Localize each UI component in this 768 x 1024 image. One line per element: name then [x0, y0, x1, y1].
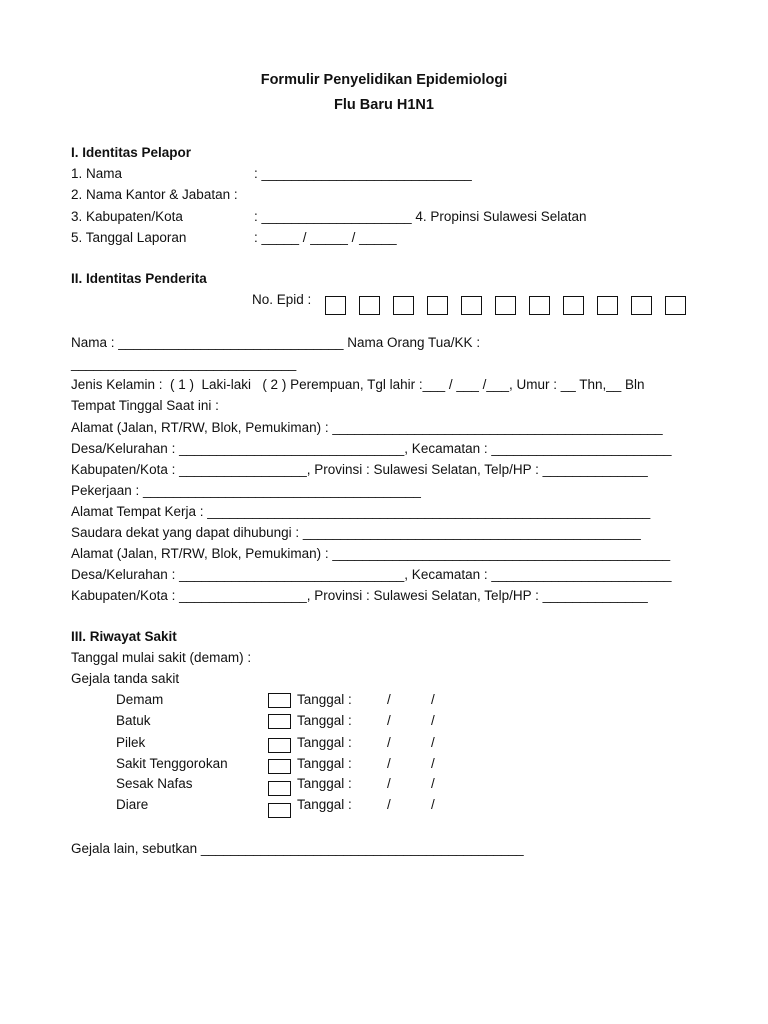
date-separator: / [387, 797, 391, 812]
symptom-date-label: Tanggal : [297, 776, 352, 791]
date-separator: / [431, 735, 435, 750]
form-title: Formulir Penyelidikan Epidemiologi [260, 72, 508, 88]
nama-penderita-line[interactable]: Nama : ______________________________ Nama Orang Tua/KK : [71, 335, 481, 350]
section-2-heading: II. Identitas Penderita [71, 271, 207, 286]
alamat-saudara-field[interactable]: Alamat (Jalan, RT/RW, Blok, Pemukiman) : _____________________________________________ [71, 546, 671, 561]
symptom-checkbox[interactable] [268, 714, 291, 729]
epid-digit-box[interactable] [393, 296, 414, 315]
desa-field[interactable]: Desa/Kelurahan : ______________________________, Kecamatan : ________________________ [71, 441, 672, 456]
kabupaten-field[interactable]: : ____________________ 4. Propinsi Sulawesi Selatan [254, 209, 587, 224]
symptom-date-label: Tanggal : [297, 692, 352, 707]
form-subtitle: Flu Baru H1N1 [334, 97, 434, 113]
gejala-heading: Gejala tanda sakit [71, 671, 180, 686]
epid-digit-box[interactable] [529, 296, 550, 315]
symptom-name: Diare [116, 797, 149, 812]
kabupaten-penderita-field[interactable]: Kabupaten/Kota : _________________, Provinsi : Sulawesi Selatan, Telp/HP : ______________ [71, 462, 648, 477]
symptom-date-label: Tanggal : [297, 756, 352, 771]
nama-label: 1. Nama [71, 166, 123, 181]
epid-digit-box[interactable] [563, 296, 584, 315]
symptom-name: Sakit Tenggorokan [116, 756, 228, 771]
alamat-field[interactable]: Alamat (Jalan, RT/RW, Blok, Pemukiman) : ____________________________________________ [71, 420, 663, 435]
epid-digit-box[interactable] [597, 296, 618, 315]
mulai-sakit-label: Tanggal mulai sakit (demam) : [71, 650, 252, 665]
gejala-lain-field[interactable]: Gejala lain, sebutkan ___________________________________________ [71, 841, 524, 856]
symptom-checkbox[interactable] [268, 759, 291, 774]
desa-saudara-field[interactable]: Desa/Kelurahan : ______________________________, Kecamatan : ________________________ [71, 567, 672, 582]
epid-digit-box[interactable] [325, 296, 346, 315]
tempat-tinggal-label: Tempat Tinggal Saat ini : [71, 398, 219, 413]
date-separator: / [387, 713, 391, 728]
date-separator: / [431, 776, 435, 791]
symptom-name: Batuk [116, 713, 151, 728]
symptom-date-label: Tanggal : [297, 735, 352, 750]
alamat-kerja-field[interactable]: Alamat Tempat Kerja : ___________________________________________________________ [71, 504, 651, 519]
jenis-kelamin-line[interactable]: Jenis Kelamin : ( 1 ) Laki-laki ( 2 ) Perempuan, Tgl lahir :___ / ___ /___, Umur : __ Thn,__ Bln [71, 377, 645, 392]
date-separator: / [431, 797, 435, 812]
symptom-date-label: Tanggal : [297, 797, 352, 812]
nama-ortu-field[interactable]: ______________________________ [71, 356, 297, 371]
date-separator: / [387, 756, 391, 771]
kabupaten-saudara-field[interactable]: Kabupaten/Kota : _________________, Provinsi : Sulawesi Selatan, Telp/HP : ______________ [71, 588, 648, 603]
symptom-checkbox[interactable] [268, 781, 291, 796]
date-separator: / [387, 735, 391, 750]
epid-digit-box[interactable] [359, 296, 380, 315]
tanggal-laporan-field[interactable]: : _____ / _____ / _____ [254, 230, 397, 245]
symptom-name: Demam [116, 692, 164, 707]
date-separator: / [431, 692, 435, 707]
tanggal-laporan-label: 5. Tanggal Laporan [71, 230, 187, 245]
symptom-checkbox[interactable] [268, 803, 291, 818]
pekerjaan-field[interactable]: Pekerjaan : _____________________________________ [71, 483, 421, 498]
epid-digit-box[interactable] [495, 296, 516, 315]
nama-field[interactable]: : ____________________________ [254, 166, 472, 181]
saudara-field[interactable]: Saudara dekat yang dapat dihubungi : _____________________________________________ [71, 525, 641, 540]
kantor-label: 2. Nama Kantor & Jabatan : [71, 187, 238, 202]
date-separator: / [387, 776, 391, 791]
date-separator: / [431, 713, 435, 728]
section-1-heading: I. Identitas Pelapor [71, 145, 192, 160]
symptom-name: Sesak Nafas [116, 776, 193, 791]
section-3-heading: III. Riwayat Sakit [71, 629, 177, 644]
symptom-checkbox[interactable] [268, 693, 291, 708]
epid-digit-box[interactable] [427, 296, 448, 315]
epid-digit-box[interactable] [631, 296, 652, 315]
epid-digit-box[interactable] [461, 296, 482, 315]
epid-digit-box[interactable] [665, 296, 686, 315]
symptom-checkbox[interactable] [268, 738, 291, 753]
symptom-name: Pilek [116, 735, 146, 750]
epid-label: No. Epid : [252, 292, 312, 307]
symptom-date-label: Tanggal : [297, 713, 352, 728]
date-separator: / [387, 692, 391, 707]
kabupaten-label: 3. Kabupaten/Kota [71, 209, 183, 224]
date-separator: / [431, 756, 435, 771]
